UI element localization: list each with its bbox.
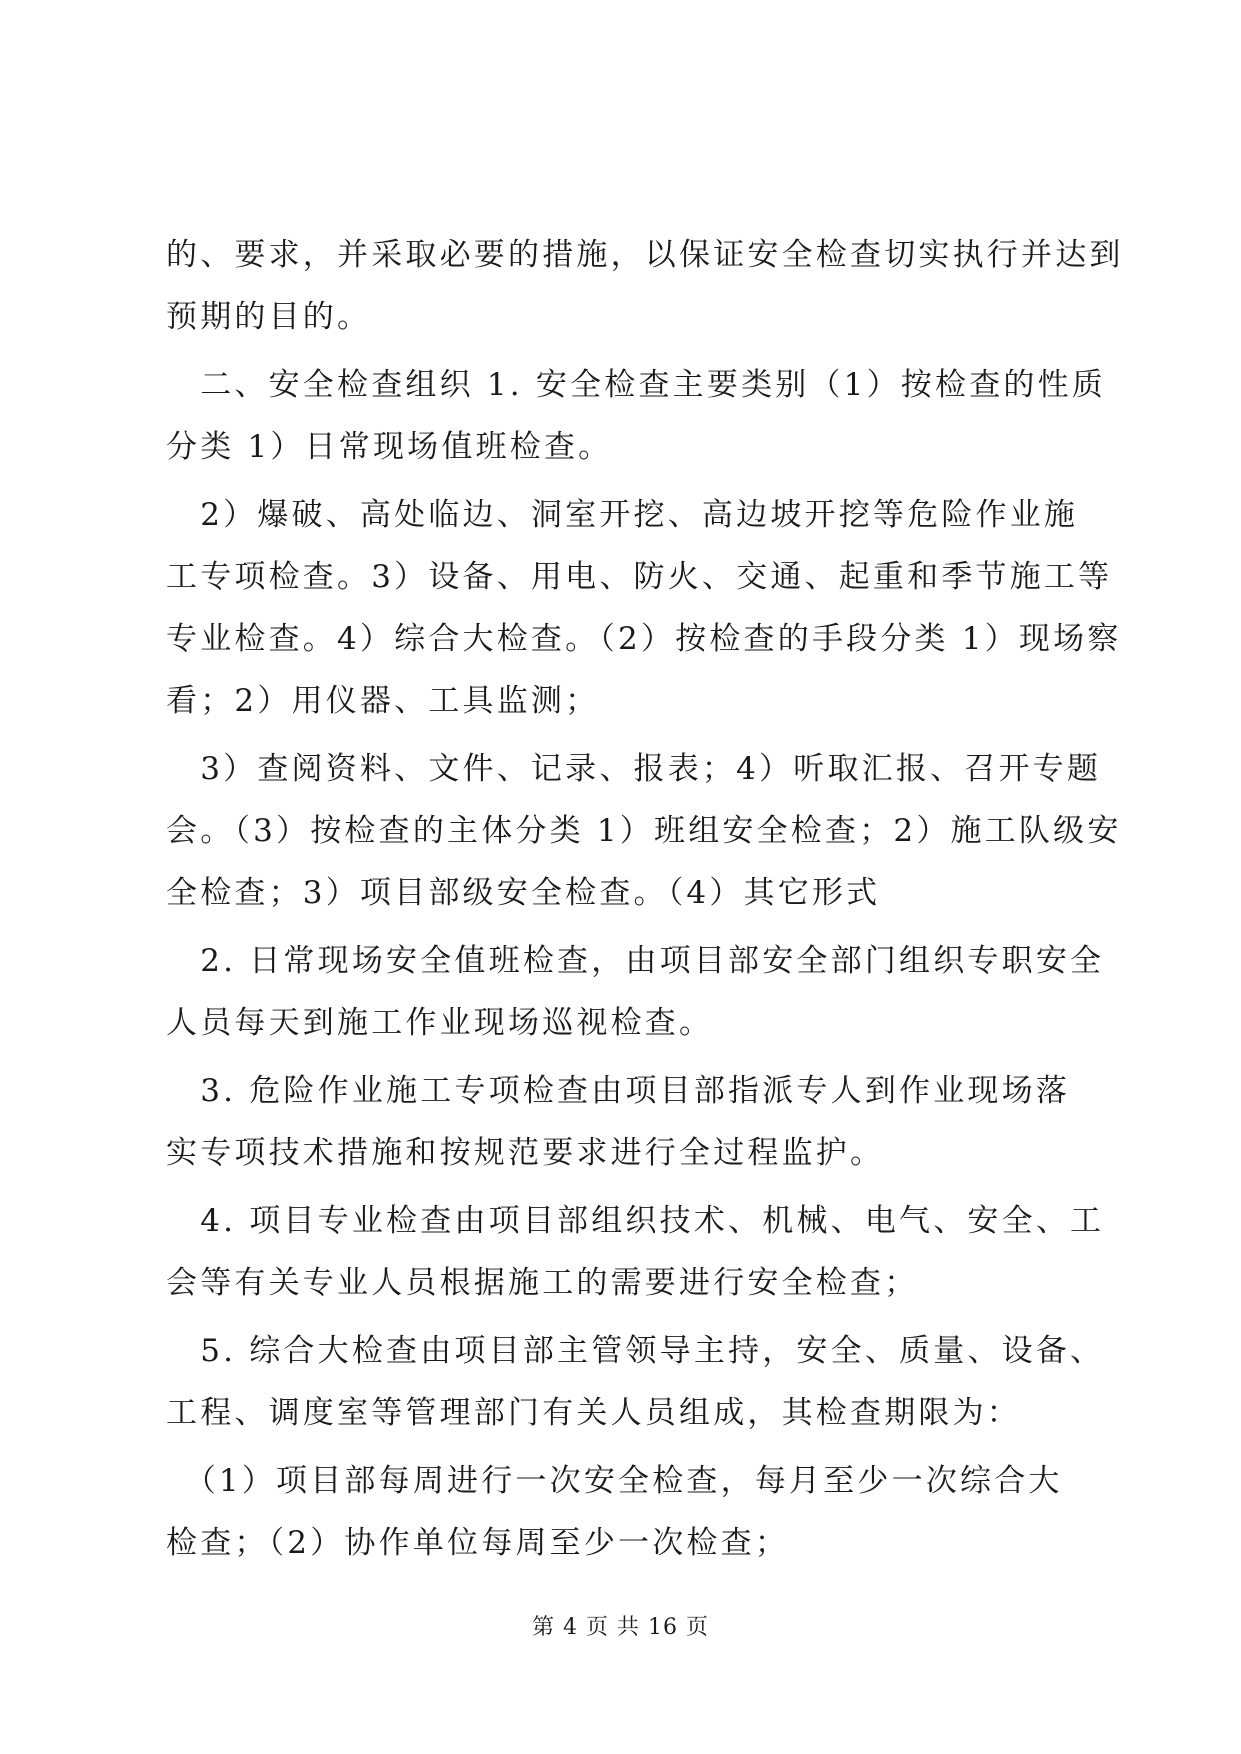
text-line: 检查；（2）协作单位每周至少一次检查； xyxy=(166,1525,790,1561)
text-line: 的、要求，并采取必要的措施，以保证安全检查切实执行并达到 xyxy=(166,237,1124,273)
text-line: 看；2）用仪器、工具监测； xyxy=(166,683,600,719)
page-footer: 第 4 页 共 16 页 xyxy=(532,1615,709,1640)
text-line: 分类 1）日常现场值班检查。 xyxy=(166,429,613,465)
text-line: 工专项检查。3）设备、用电、防火、交通、起重和季节施工等 xyxy=(166,559,1113,595)
text-line: 专业检查。4）综合大检查。（2）按检查的手段分类 1）现场察 xyxy=(166,621,1122,657)
text-line: 会等有关专业人员根据施工的需要进行安全检查； xyxy=(166,1265,919,1301)
text-line: 实专项技术措施和按规范要求进行全过程监护。 xyxy=(166,1135,885,1171)
text-line: 3）查阅资料、文件、记录、报表；4）听取汇报、召开专题 xyxy=(166,751,1102,787)
text-line: 工程、调度室等管理部门有关人员组成，其检查期限为： xyxy=(166,1395,1021,1431)
text-line: 人员每天到施工作业现场巡视检查。 xyxy=(166,1005,714,1041)
text-line: 3. 危险作业施工专项检查由项目部指派专人到作业现场落 xyxy=(166,1073,1071,1109)
text-line: 2. 日常现场安全值班检查，由项目部安全部门组织专职安全 xyxy=(166,943,1105,979)
text-line: （1）项目部每周进行一次安全检查，每月至少一次综合大 xyxy=(166,1463,1063,1499)
text-line: 会。（3）按检查的主体分类 1）班组安全检查；2）施工队级安 xyxy=(166,813,1122,849)
text-line: 二、安全检查组织 1. 安全检查主要类别（1）按检查的性质 xyxy=(166,367,1107,403)
text-line: 5. 综合大检查由项目部主管领导主持，安全、质量、设备、 xyxy=(166,1333,1105,1369)
body-text xyxy=(166,224,1124,1574)
text-line: 预期的目的。 xyxy=(166,299,372,335)
text-line: 全检查；3）项目部级安全检查。（4）其它形式 xyxy=(166,875,881,911)
text-line: 4. 项目专业检查由项目部组织技术、机械、电气、安全、工 xyxy=(166,1203,1105,1239)
text-line: 2）爆破、高处临边、洞室开挖、高边坡开挖等危险作业施 xyxy=(166,497,1079,533)
